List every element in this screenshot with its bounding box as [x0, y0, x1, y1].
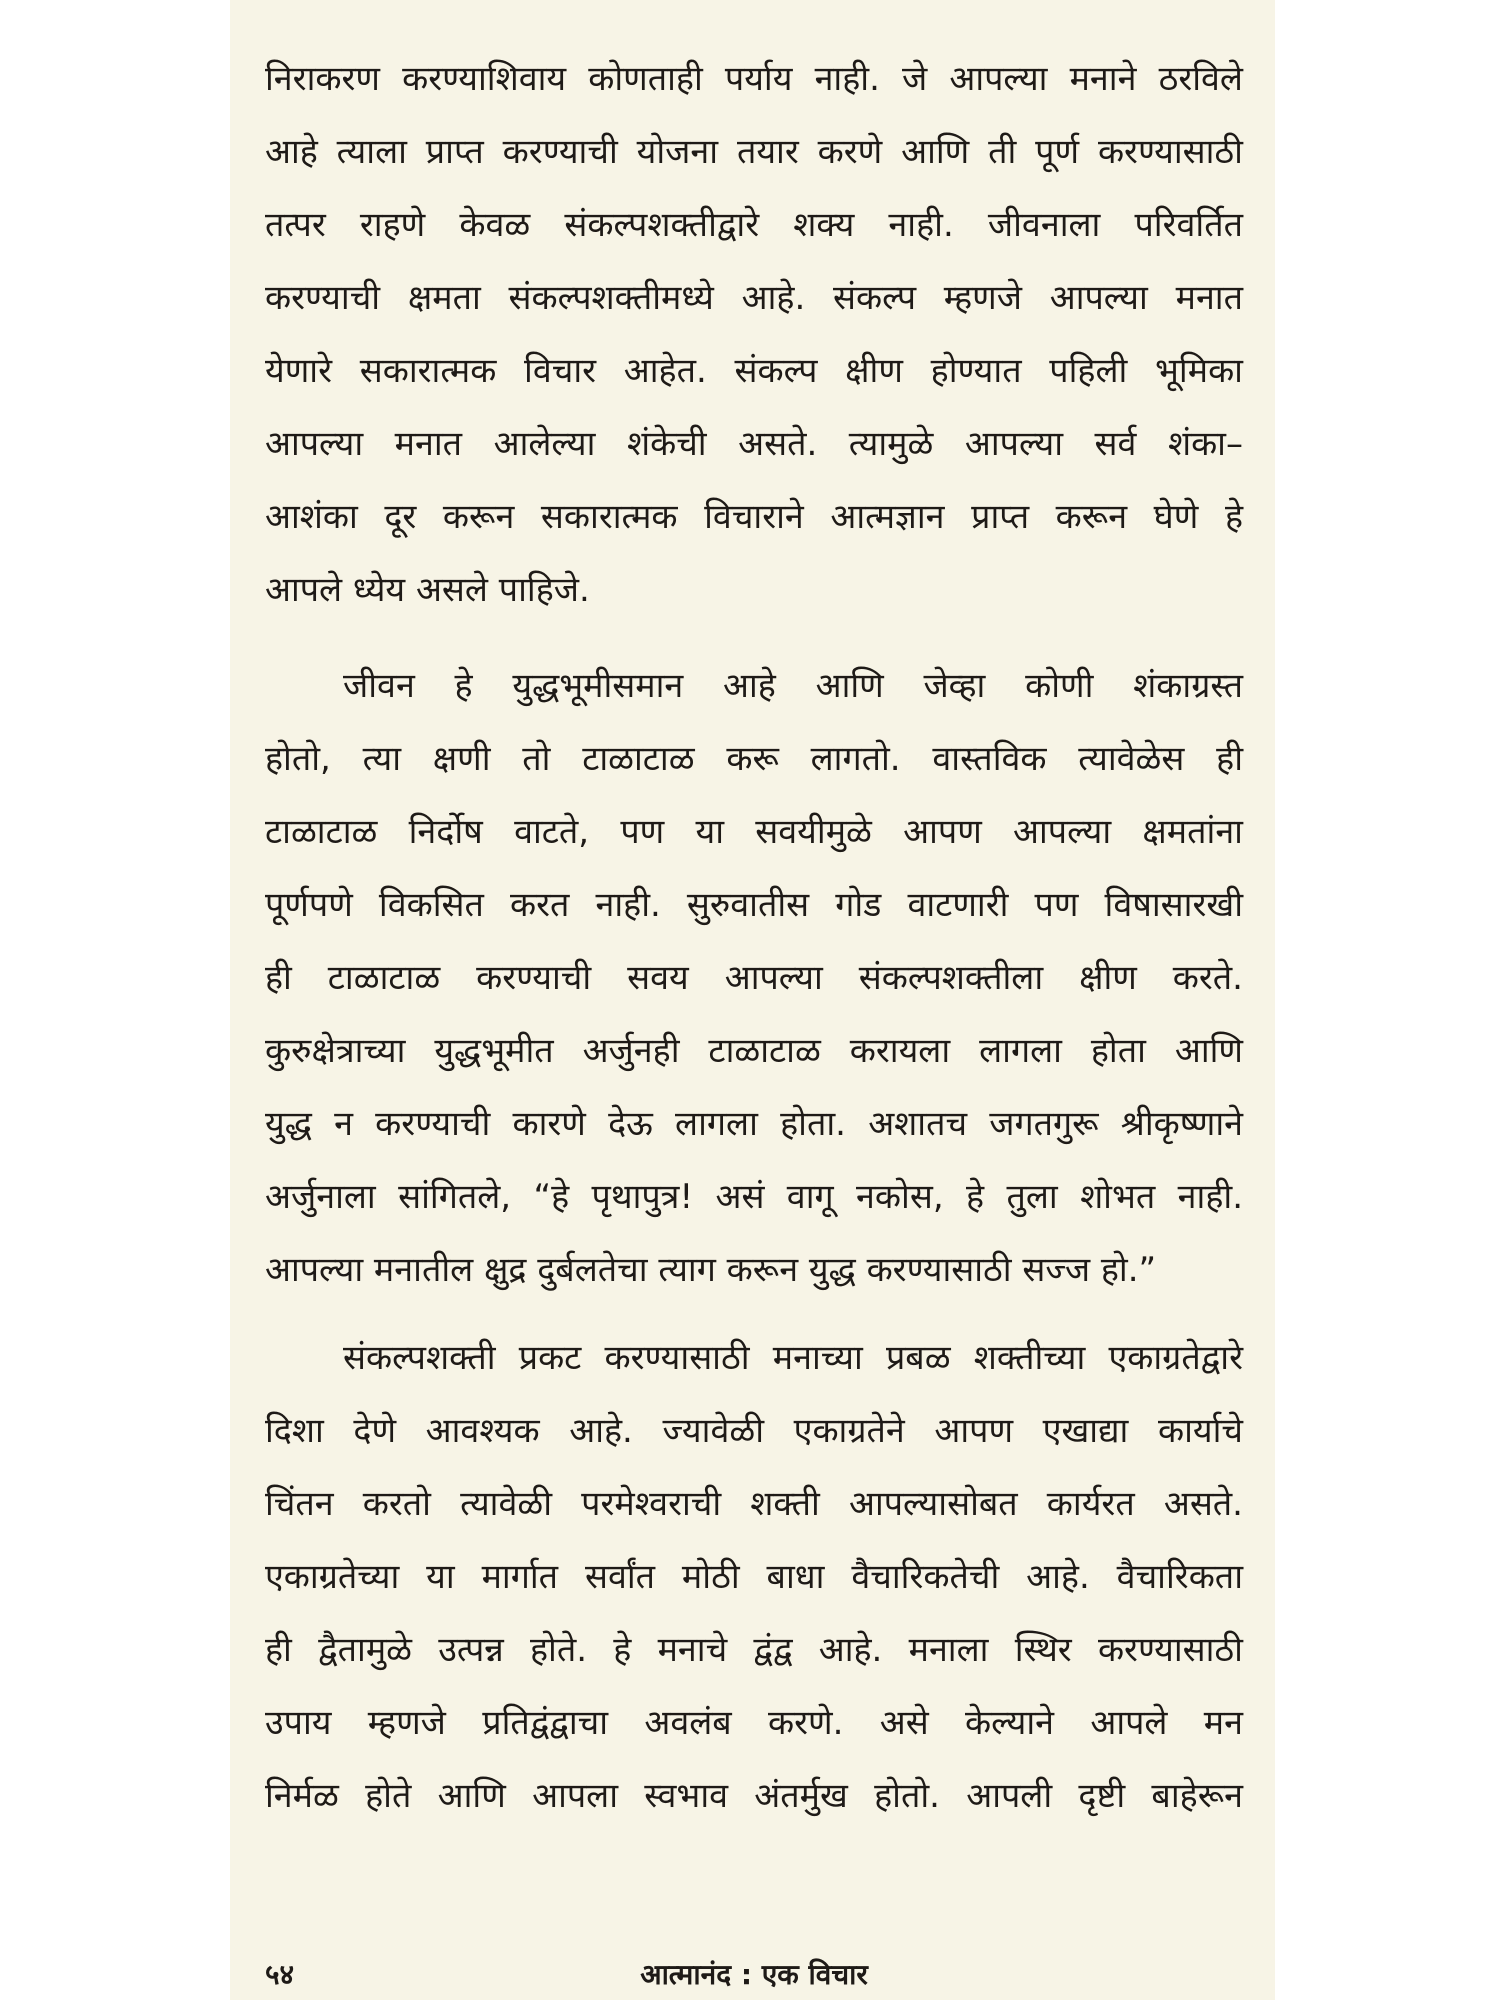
- text-line: दिशा देणे आवश्यक आहे. ज्यावेळी एकाग्रतेने आपण एखाद्या कार्याचे: [265, 1411, 1243, 1451]
- text-line: ही द्वैतामुळे उत्पन्न होते. हे मनाचे द्वंद्व आहे. मनाला स्थिर करण्यासाठी: [265, 1630, 1243, 1670]
- text-line: आहे त्याला प्राप्त करण्याची योजना तयार करणे आणि ती पूर्ण करण्यासाठी: [265, 132, 1243, 172]
- text-line: उपाय म्हणजे प्रतिद्वंद्वाचा अवलंब करणे. असे केल्याने आपले मन: [265, 1703, 1243, 1743]
- text-line: करण्याची क्षमता संकल्पशक्तीमध्ये आहे. संकल्प म्हणजे आपल्या मनात: [265, 278, 1243, 318]
- text-line: अर्जुनाला सांगितले, “हे पृथापुत्र! असं वागू नकोस, हे तुला शोभत नाही.: [265, 1177, 1243, 1217]
- text-line: युद्ध न करण्याची कारणे देऊ लागला होता. अशातच जगतगुरू श्रीकृष्णाने: [265, 1104, 1243, 1144]
- text-line: निर्मळ होते आणि आपला स्वभाव अंतर्मुख होतो. आपली दृष्टी बाहेरून: [265, 1776, 1243, 1816]
- text-line: संकल्पशक्ती प्रकट करण्यासाठी मनाच्या प्रबळ शक्तीच्या एकाग्रतेद्वारे: [343, 1338, 1243, 1378]
- text-line: होतो, त्या क्षणी तो टाळाटाळ करू लागतो. वास्तविक त्यावेळेस ही: [265, 739, 1243, 779]
- text-line: टाळाटाळ निर्दोष वाटते, पण या सवयीमुळे आपण आपल्या क्षमतांना: [265, 812, 1243, 852]
- paragraph-1: [265, 43, 1243, 627]
- text-line: तत्पर राहणे केवळ संकल्पशक्तीद्वारे शक्य नाही. जीवनाला परिवर्तित: [265, 205, 1243, 245]
- running-title: आत्मानंद : एक विचार: [640, 1958, 868, 1991]
- paragraph-3: [265, 1322, 1243, 1833]
- text-line: चिंतन करतो त्यावेळी परमेश्वराची शक्ती आपल्यासोबत कार्यरत असते.: [265, 1484, 1243, 1524]
- text-line: निराकरण करण्याशिवाय कोणताही पर्याय नाही. जे आपल्या मनाने ठरविले: [265, 59, 1243, 99]
- text-line: जीवन हे युद्धभूमीसमान आहे आणि जेव्हा कोणी शंकाग्रस्त: [343, 666, 1243, 706]
- page-footer: [265, 1955, 1243, 2000]
- text-line: एकाग्रतेच्या या मार्गात सर्वांत मोठी बाधा वैचारिकतेची आहे. वैचारिकता: [265, 1557, 1243, 1597]
- paragraph-2: [265, 650, 1243, 1307]
- text-line: आपल्या मनात आलेल्या शंकेची असते. त्यामुळे आपल्या सर्व शंका–: [265, 424, 1243, 464]
- text-line: पूर्णपणे विकसित करत नाही. सुरुवातीस गोड वाटणारी पण विषासारखी: [265, 885, 1243, 925]
- book-page: [230, 0, 1275, 2000]
- text-line: आपल्या मनातील क्षुद्र दुर्बलतेचा त्याग करून युद्ध करण्यासाठी सज्ज हो.”: [265, 1250, 1157, 1290]
- text-line: ही टाळाटाळ करण्याची सवय आपल्या संकल्पशक्तीला क्षीण करते.: [265, 958, 1243, 998]
- text-line: आपले ध्येय असले पाहिजे.: [265, 570, 590, 610]
- page-number: ५४: [265, 1958, 295, 1991]
- text-line: आशंका दूर करून सकारात्मक विचाराने आत्मज्ञान प्राप्त करून घेणे हे: [265, 497, 1243, 537]
- text-line: कुरुक्षेत्राच्या युद्धभूमीत अर्जुनही टाळाटाळ करायला लागला होता आणि: [265, 1031, 1243, 1071]
- text-line: येणारे सकारात्मक विचार आहेत. संकल्प क्षीण होण्यात पहिली भूमिका: [265, 351, 1243, 391]
